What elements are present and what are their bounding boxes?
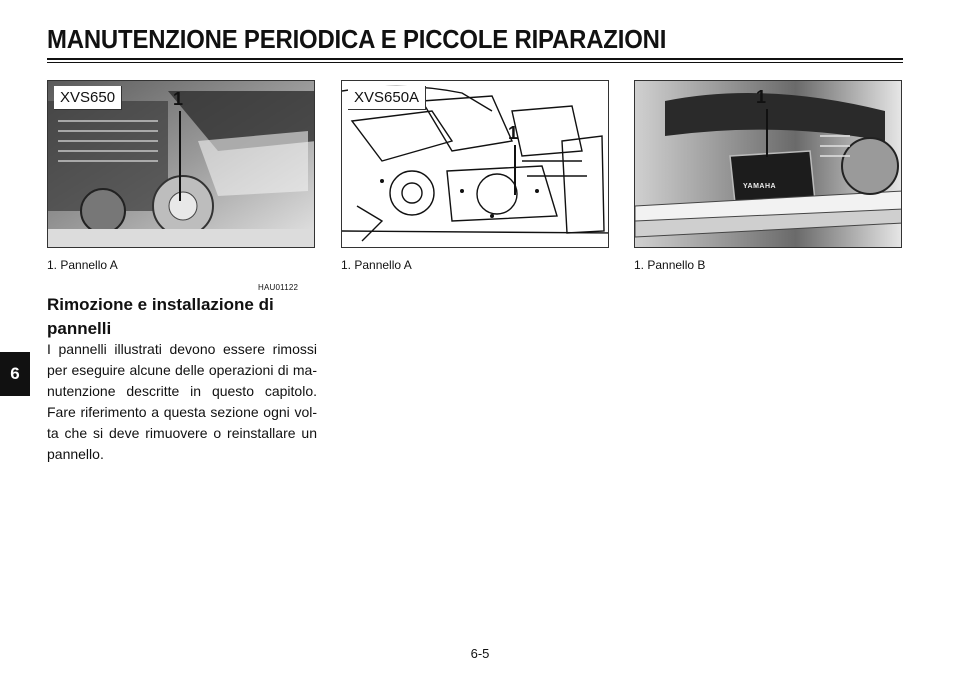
callout-number: 1 xyxy=(508,123,519,143)
figure-caption: 1. Pannello A xyxy=(47,258,118,272)
figure-caption: 1. Pannello B xyxy=(634,258,706,272)
callout-number: 1 xyxy=(756,87,767,107)
header-rule-thin xyxy=(47,62,903,63)
page-title: MANUTENZIONE PERIODICA E PICCOLE RIPARAZIONI xyxy=(47,24,667,54)
header-rule xyxy=(47,58,903,60)
body-paragraph: I pannelli illustrati devono essere rimossi per eseguire alcune delle operazioni di ma-nutenzione descritte in questo capitolo. Fare riferimento a questa sezione ogni vol-ta che si deve rimuovere o reinstallare un pannello. xyxy=(47,341,317,462)
callout-leader-line xyxy=(514,145,516,195)
page-number: 6-5 xyxy=(470,646,490,661)
figure-photo-1 xyxy=(47,80,315,248)
model-label: XVS650 xyxy=(54,86,122,110)
callout-leader-line xyxy=(179,111,181,201)
callout-number: 1 xyxy=(173,89,184,109)
model-label: XVS650A xyxy=(348,86,426,110)
reference-code: HAU01122 xyxy=(258,283,299,292)
figure-photo-2 xyxy=(341,80,609,248)
motorcycle-side-panel-illustration xyxy=(635,81,902,248)
figure-caption: 1. Pannello A xyxy=(341,258,412,272)
callout-leader-line xyxy=(766,109,768,157)
figure-photo-3 xyxy=(634,80,902,248)
chapter-tab[interactable]: 6 xyxy=(0,352,30,396)
yamaha-badge: YAMAHA xyxy=(743,183,777,190)
section-heading: Rimozione e installazione di pannelli xyxy=(47,295,274,338)
